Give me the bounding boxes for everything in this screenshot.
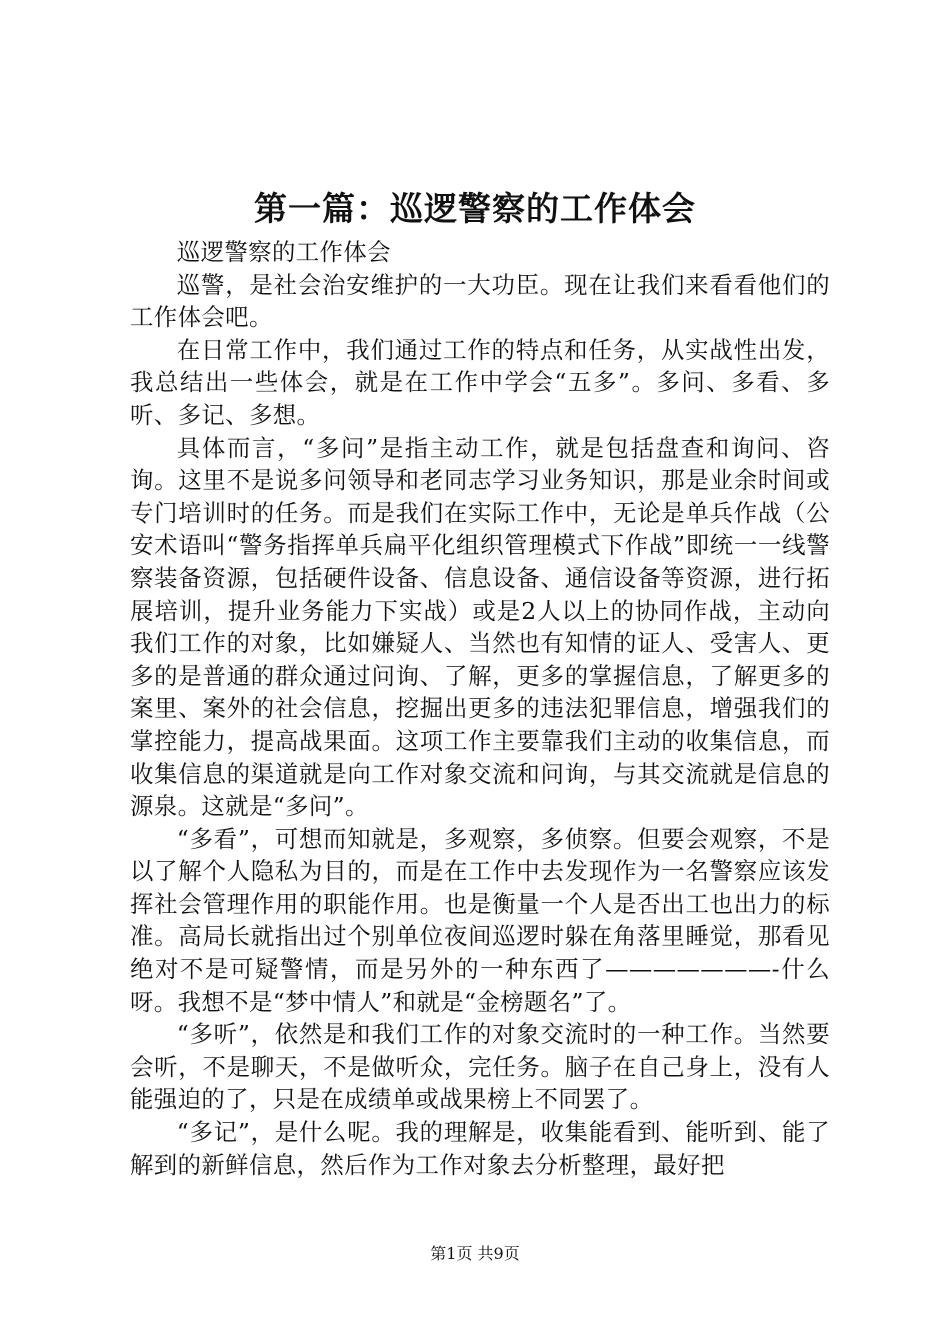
paragraph: “多看”，可想而知就是，多观察，多侦察。但要会观察，不是以了解个人隐私为目的，而是在工作中去发现作为一名警察应该发挥社会管理作用的职能作用。也是衡量一个人是否出工也出力的标准。高局长就指出过个别单位夜间巡逻时躲在角落里睡觉，那看见绝对不是可疑警情，而是另外的一种东西了———————-什么呀。我想不是“梦中情人”和就是“金榜题名”了。 bbox=[130, 824, 830, 1016]
paragraph: 巡警，是社会治安维护的一大功臣。现在让我们来看看他们的工作体会吧。 bbox=[130, 270, 830, 332]
document-body bbox=[130, 236, 830, 1181]
paragraph: “多记”，是什么呢。我的理解是，收集能看到、能听到、能了解到的新鲜信息，然后作为工作对象去分析整理，最好把 bbox=[130, 1118, 830, 1179]
document-title: 第一篇：巡逻警察的工作体会 bbox=[254, 189, 696, 228]
paragraph: “多听”，依然是和我们工作的对象交流时的一种工作。当然要会听，不是聊天，不是做听众，完任务。脑子在自己身上，没有人能强迫的了，只是在成绩单或战果榜上不同罢了。 bbox=[130, 1020, 830, 1114]
paragraph: 具体而言，“多问”是指主动工作，就是包括盘查和询问、咨询。这里不是说多问领导和老同志学习业务知识，那是业余时间或专门培训时的任务。而是我们在实际工作中，无论是单兵作战（公安术语叫“警务指挥单兵扁平化组织管理模式下作战”即统一一线警察装备资源，包括硬件设备、信息设备、通信设备等资源，进行拓展培训，提升业务能力下实战）或是2人以上的协同作战，主动向我们工作的对象，比如嫌疑人、当然也有知情的证人、受害人、更多的是普通的群众通过问询、了解，更多的掌握信息，了解更多的案里、案外的社会信息，挖掘出更多的违法犯罪信息，增强我们的掌控能力，提高战果面。这项工作主要靠我们主动的收集信息，而收集信息的渠道就是向工作对象交流和问询，与其交流就是信息的源泉。这就是“多问”。 bbox=[130, 433, 830, 821]
paragraph: 在日常工作中，我们通过工作的特点和任务，从实战性出发，我总结出一些体会，就是在工作中学会“五多”。多问、多看、多听、多记、多想。 bbox=[130, 335, 830, 429]
paragraph: 巡逻警察的工作体会 bbox=[176, 238, 391, 266]
page-number-footer: 第1页 共9页 bbox=[430, 1244, 520, 1263]
